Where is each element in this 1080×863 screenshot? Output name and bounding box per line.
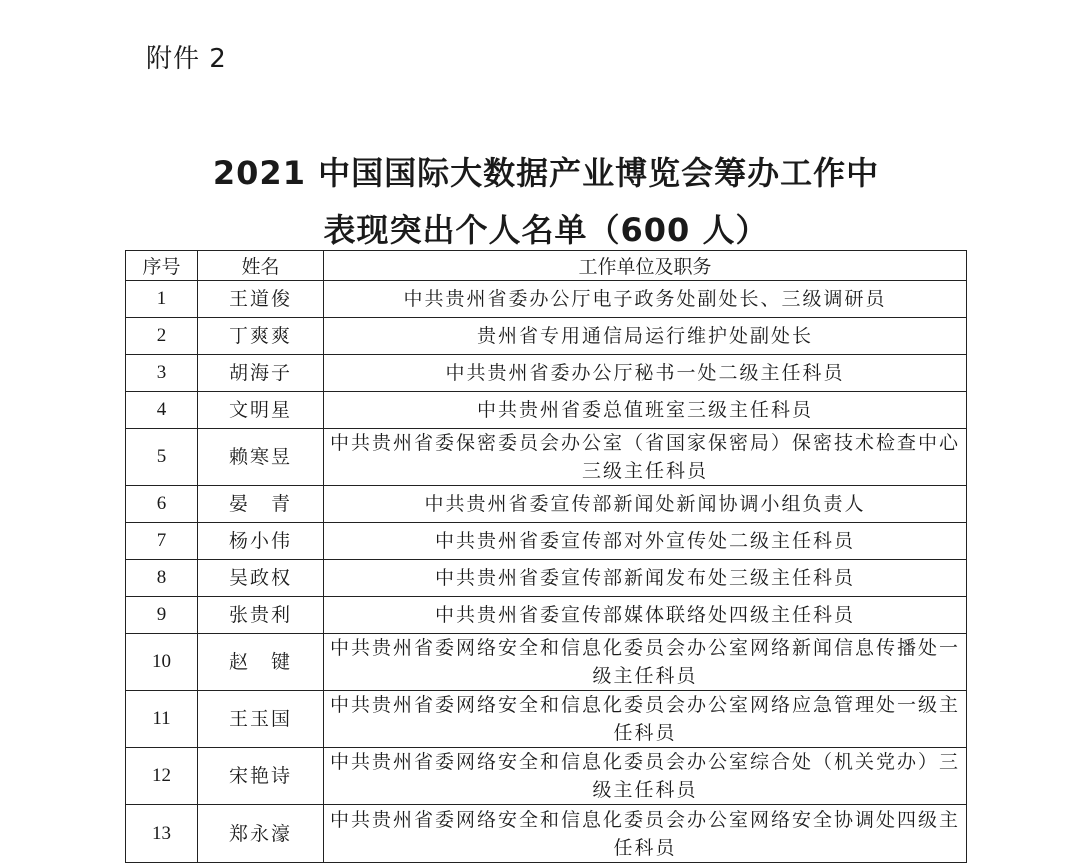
table-row <box>126 392 967 429</box>
row-number: 9 <box>126 597 198 634</box>
column-header-name: 姓名 <box>198 251 324 281</box>
row-number: 2 <box>126 318 198 355</box>
row-number: 7 <box>126 523 198 560</box>
table-row <box>126 691 967 748</box>
person-name: 杨小伟 <box>198 523 324 560</box>
table-row <box>126 634 967 691</box>
person-name: 晏 青 <box>198 486 324 523</box>
row-number: 3 <box>126 355 198 392</box>
row-number: 11 <box>126 691 198 748</box>
person-name: 王道俊 <box>198 281 324 318</box>
row-number: 10 <box>126 634 198 691</box>
work-unit: 中共贵州省委总值班室三级主任科员 <box>324 392 967 429</box>
attachment-label: 附件 2 <box>146 44 227 74</box>
person-name: 文明星 <box>198 392 324 429</box>
row-number: 6 <box>126 486 198 523</box>
row-number: 4 <box>126 392 198 429</box>
table-header-row <box>126 251 967 281</box>
row-number: 8 <box>126 560 198 597</box>
work-unit: 贵州省专用通信局运行维护处副处长 <box>324 318 967 355</box>
person-name: 郑永濠 <box>198 805 324 863</box>
work-unit: 中共贵州省委宣传部新闻处新闻协调小组负责人 <box>324 486 967 523</box>
person-name: 吴政权 <box>198 560 324 597</box>
roster-table <box>125 250 967 863</box>
table-row <box>126 560 967 597</box>
table-row <box>126 486 967 523</box>
person-name: 张贵利 <box>198 597 324 634</box>
table-row <box>126 281 967 318</box>
work-unit: 中共贵州省委网络安全和信息化委员会办公室网络安全协调处四级主任科员 <box>324 805 967 863</box>
work-unit: 中共贵州省委网络安全和信息化委员会办公室网络新闻信息传播处一级主任科员 <box>324 634 967 691</box>
work-unit: 中共贵州省委办公厅秘书一处二级主任科员 <box>324 355 967 392</box>
work-unit: 中共贵州省委网络安全和信息化委员会办公室网络应急管理处一级主任科员 <box>324 691 967 748</box>
row-number: 13 <box>126 805 198 863</box>
column-header-unit: 工作单位及职务 <box>324 251 967 281</box>
table-row <box>126 805 967 863</box>
document-title-line-1: 2021 中国国际大数据产业博览会筹办工作中 <box>212 154 880 192</box>
work-unit: 中共贵州省委宣传部对外宣传处二级主任科员 <box>324 523 967 560</box>
person-name: 丁爽爽 <box>198 318 324 355</box>
work-unit: 中共贵州省委宣传部媒体联络处四级主任科员 <box>324 597 967 634</box>
person-name: 宋艳诗 <box>198 748 324 805</box>
person-name: 胡海子 <box>198 355 324 392</box>
table-row <box>126 429 967 486</box>
work-unit: 中共贵州省委宣传部新闻发布处三级主任科员 <box>324 560 967 597</box>
document-title-line-2: 表现突出个人名单（600 人） <box>323 211 769 249</box>
person-name: 赵 键 <box>198 634 324 691</box>
row-number: 12 <box>126 748 198 805</box>
work-unit: 中共贵州省委办公厅电子政务处副处长、三级调研员 <box>324 281 967 318</box>
person-name: 赖寒昱 <box>198 429 324 486</box>
table-row <box>126 523 967 560</box>
table-row <box>126 597 967 634</box>
table-row <box>126 355 967 392</box>
column-header-number: 序号 <box>126 251 198 281</box>
work-unit: 中共贵州省委网络安全和信息化委员会办公室综合处（机关党办）三级主任科员 <box>324 748 967 805</box>
table-row <box>126 748 967 805</box>
person-name: 王玉国 <box>198 691 324 748</box>
work-unit: 中共贵州省委保密委员会办公室（省国家保密局）保密技术检查中心三级主任科员 <box>324 429 967 486</box>
row-number: 5 <box>126 429 198 486</box>
row-number: 1 <box>126 281 198 318</box>
table-row <box>126 318 967 355</box>
